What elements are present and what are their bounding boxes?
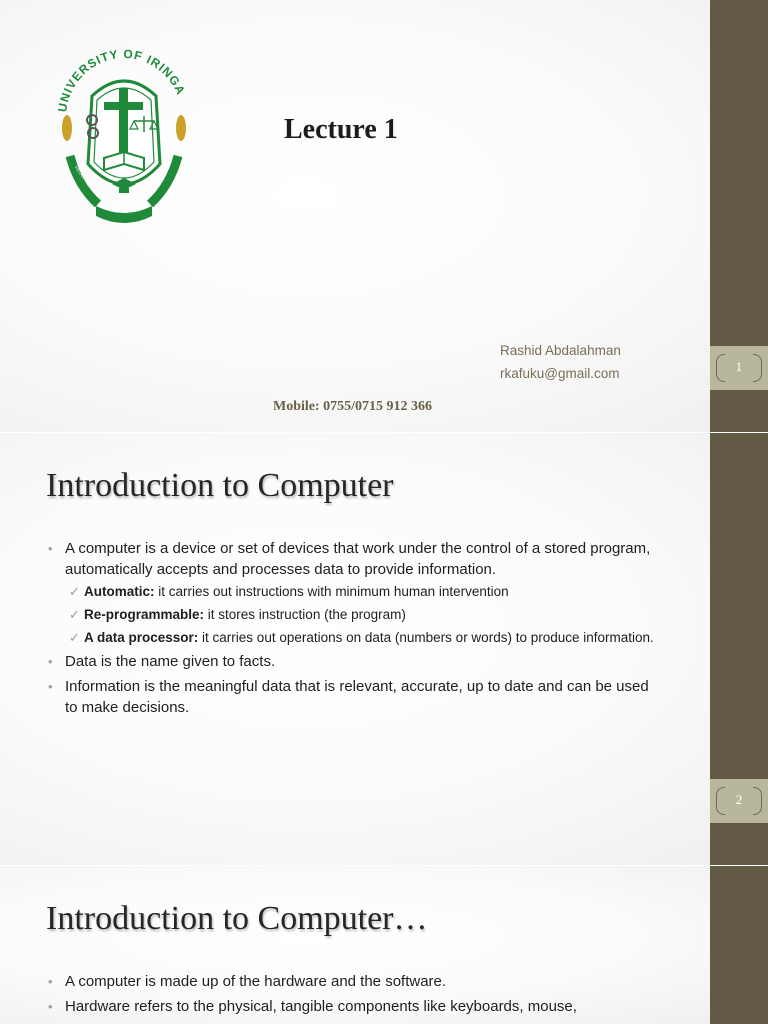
slide-sidebar [710,866,768,1024]
logo-motto-right: KNOWLEDGE [164,169,188,200]
sub-bullet-term: A data processor: [84,630,199,645]
bullet-item [48,651,663,672]
university-logo [48,36,200,232]
logo-motto-left: RESEARCH [73,164,94,192]
sub-bullet-item [65,582,663,601]
sub-bullet-term: Automatic: [84,584,155,599]
bullet-dot-icon: • [48,541,53,556]
bracket-right-icon [753,787,762,815]
bullet-text: Information is the meaningful data that is relevant, accurate, up to date and can be used to make decisions. [65,678,649,716]
page-number-badge [710,779,768,823]
bullet-text: Hardware refers to the physical, tangible components like keyboards, mouse, [65,998,577,1015]
bullet-list [48,538,663,722]
author-name: Rashid Abdalahman [500,343,621,358]
sub-bullet-text: it carries out operations on data (numbers or words) to produce information. [198,630,654,645]
checkmark-icon: ✓ [69,630,80,645]
slide-1 [0,0,768,432]
bullet-item [48,971,663,992]
bullet-item [48,676,663,718]
bullet-list [48,971,663,1021]
bullet-text: A computer is a device or set of devices that work under the control of a stored program, automatically accepts and processes data to provide information. [65,540,651,578]
slide-2 [0,433,768,865]
sub-bullet-item [65,628,663,647]
sub-bullet-text: it stores instruction (the program) [204,607,406,622]
page-number: 2 [735,792,743,807]
bullet-text: A computer is made up of the hardware and the software. [65,973,447,990]
logo-arc-text: UNIVERSITY OF IRINGA [55,46,189,113]
sub-bullet-list [65,582,663,647]
page-number-badge [710,346,768,390]
checkmark-icon: ✓ [69,607,80,622]
bullet-item [48,996,663,1017]
mobile-number: Mobile: 0755/0715 912 366 [273,399,433,414]
bullet-dot-icon: • [48,999,53,1014]
bullet-dot-icon: • [48,654,53,669]
bullet-dot-icon: • [48,974,53,989]
bullet-text: Data is the name given to facts. [65,653,276,670]
sub-bullet-term: Re-programmable: [84,607,205,622]
lecture-title: Lecture 1 [284,114,398,145]
sub-bullet-item [65,605,663,624]
checkmark-icon: ✓ [69,584,80,599]
slide-title: Introduction to Computer [46,467,394,504]
bullet-item [48,538,663,647]
slide-title: Introduction to Computer… [46,900,428,937]
bracket-right-icon [753,354,762,382]
author-block [500,339,621,385]
sub-bullet-text: it carries out instructions with minimum human intervention [154,584,509,599]
bullet-dot-icon: • [48,679,53,694]
slide-3 [0,866,768,1024]
author-email[interactable]: rkafuku@gmail.com [500,366,620,381]
page-number: 1 [735,359,743,374]
